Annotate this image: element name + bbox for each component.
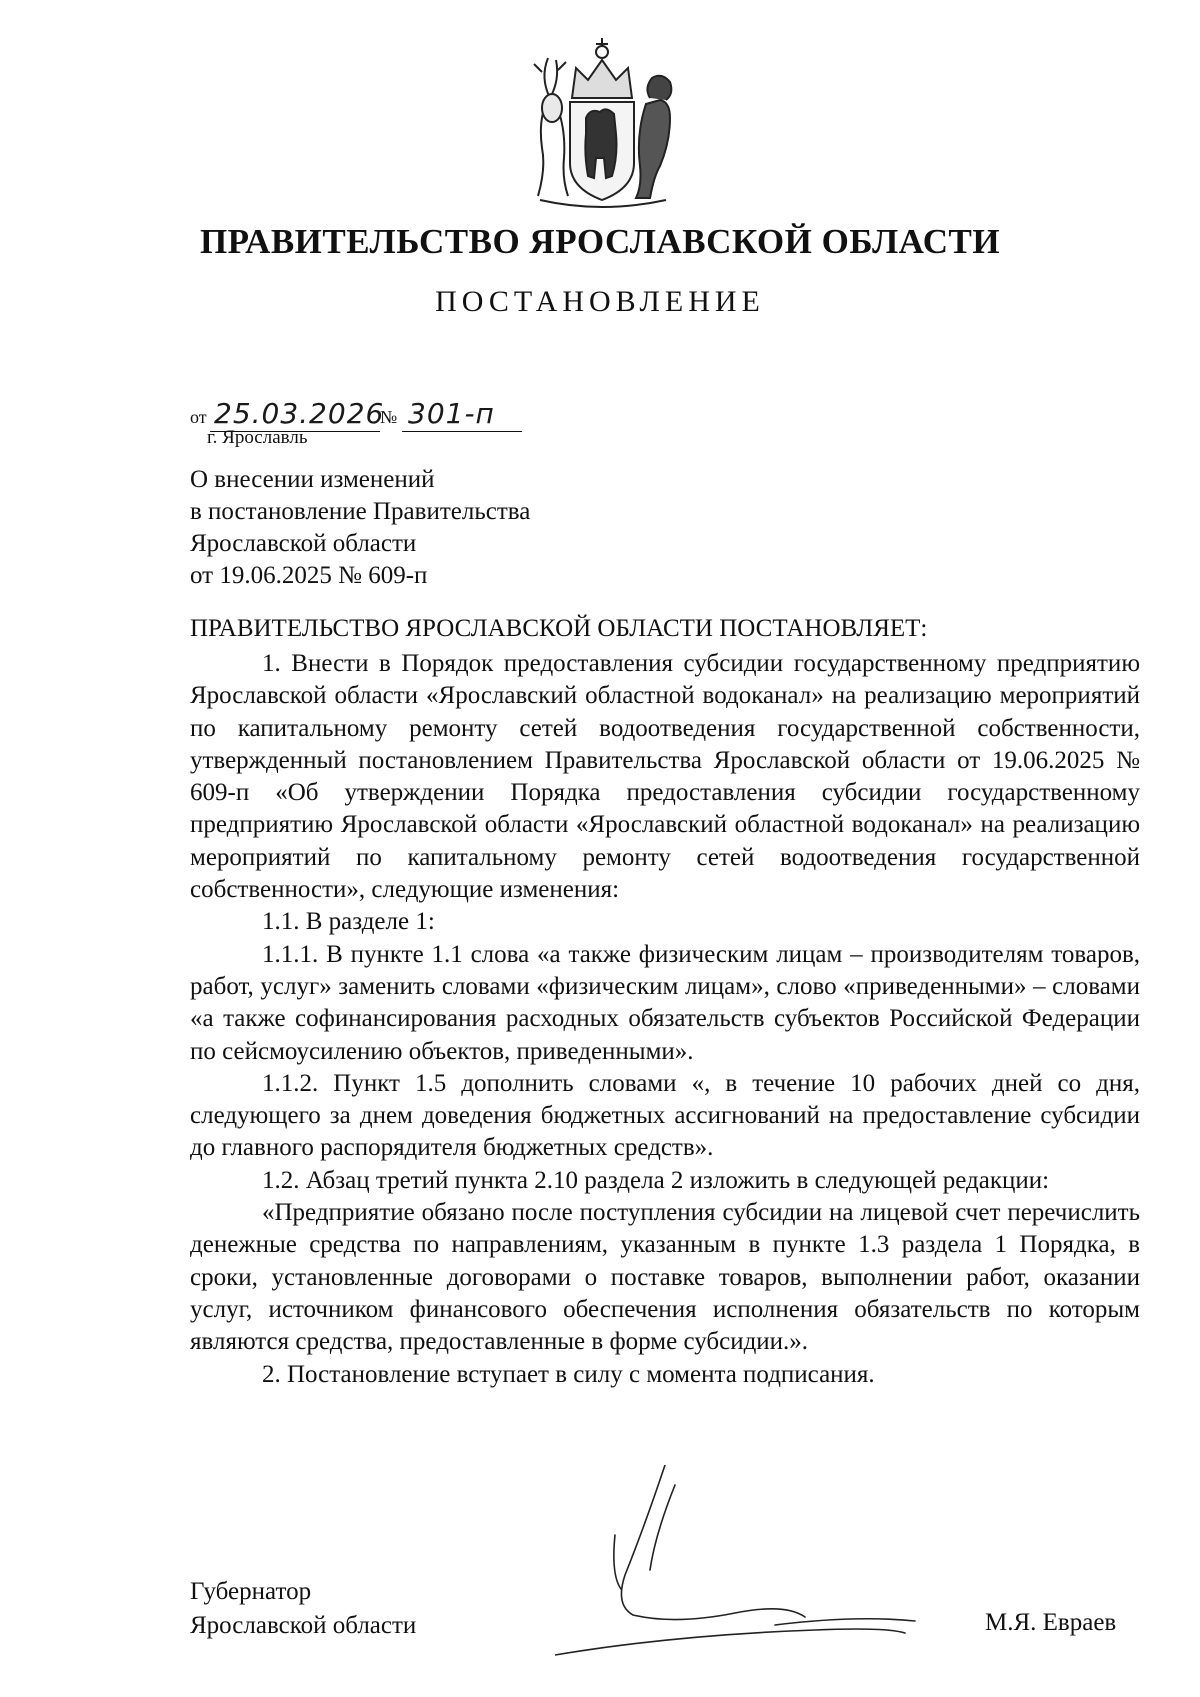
subject-line: от 19.06.2025 № 609-п bbox=[190, 562, 428, 589]
paragraph: 1.1.1. В пункте 1.1 слова «а также физическим лицам – производителям товаров, работ, услуг» заменить словами «физическим лицам», слово «приведенными» – словами «а также софинансирования расходных обязательств субъектов Российской Федерации по сейсмоусилению объектов, приведенными». bbox=[190, 940, 1140, 1065]
paragraph: 1.1. В разделе 1: bbox=[262, 908, 435, 936]
number-underline bbox=[402, 431, 522, 432]
handwritten-signature bbox=[555, 1465, 995, 1665]
position-line: Губернатор bbox=[190, 1578, 312, 1605]
organization-title: ПРАВИТЕЛЬСТВО ЯРОСЛАВСКОЙ ОБЛАСТИ bbox=[199, 222, 1001, 261]
paragraph: «Предприятие обязано после поступления субсидии на лицевой счет перечислить денежные средства по направлениям, указанным в пункте 1.3 раздела 1 Порядка, в сроки, установленные договорами о поставке товаров, выполнении работ, оказании услуг, источником финансового обеспечения исполнения обязательств по которым являются средства, предоставленные в форме субсидии.». bbox=[190, 1199, 1140, 1356]
paragraph: 1. Внести в Порядок предоставления субсидии государственному предприятию Ярославской области «Ярославский областной водоканал» на реализацию мероприятий по капитальному ремонту сетей водоотведения государственной собственности, утвержденный постановлением Правительства Ярославской области от 19.06.2025 № 609-п «Об утверждении Порядка предоставления субсидии государственному предприятию Ярославской области «Ярославский областной водоканал» на реализацию мероприятий по капитальному ремонту сетей водоотведения государственной собственности», следующие изменения: bbox=[190, 650, 1140, 904]
date-label: от bbox=[190, 407, 207, 427]
signatory-name: М.Я. Евраев bbox=[985, 1609, 1117, 1636]
signatory-position bbox=[190, 1575, 416, 1643]
paragraph: 1.1.2. Пункт 1.5 дополнить словами «, в течение 10 рабочих дней со дня, следующего за днем доведения бюджетных ассигнований на предоставление субсидии до главного распорядителя бюджетных средств». bbox=[190, 1069, 1140, 1162]
document-date-number bbox=[190, 392, 790, 432]
coat-of-arms-emblem bbox=[520, 38, 685, 208]
subject-line: О внесении изменений bbox=[190, 466, 435, 493]
document-subject bbox=[190, 464, 530, 592]
document-body bbox=[190, 648, 1140, 1391]
number-value: 301-п bbox=[408, 397, 495, 430]
city: г. Ярославль bbox=[207, 427, 308, 448]
position-line: Ярославской области bbox=[190, 1612, 417, 1639]
paragraph: 2. Постановление вступает в силу с момента подписания. bbox=[262, 1360, 875, 1388]
number-label: № bbox=[380, 407, 398, 427]
subject-line: в постановление Правительства bbox=[190, 498, 531, 525]
date-value: 25.03.2026 bbox=[214, 397, 385, 430]
paragraph: 1.2. Абзац третий пункта 2.10 раздела 2 изложить в следующей редакции: bbox=[262, 1166, 1050, 1194]
subject-line: Ярославской области bbox=[190, 530, 417, 557]
document-type: ПОСТАНОВЛЕНИЕ bbox=[435, 285, 765, 318]
decree-heading: ПРАВИТЕЛЬСТВО ЯРОСЛАВСКОЙ ОБЛАСТИ ПОСТАНОВЛЯЕТ: bbox=[190, 615, 928, 642]
